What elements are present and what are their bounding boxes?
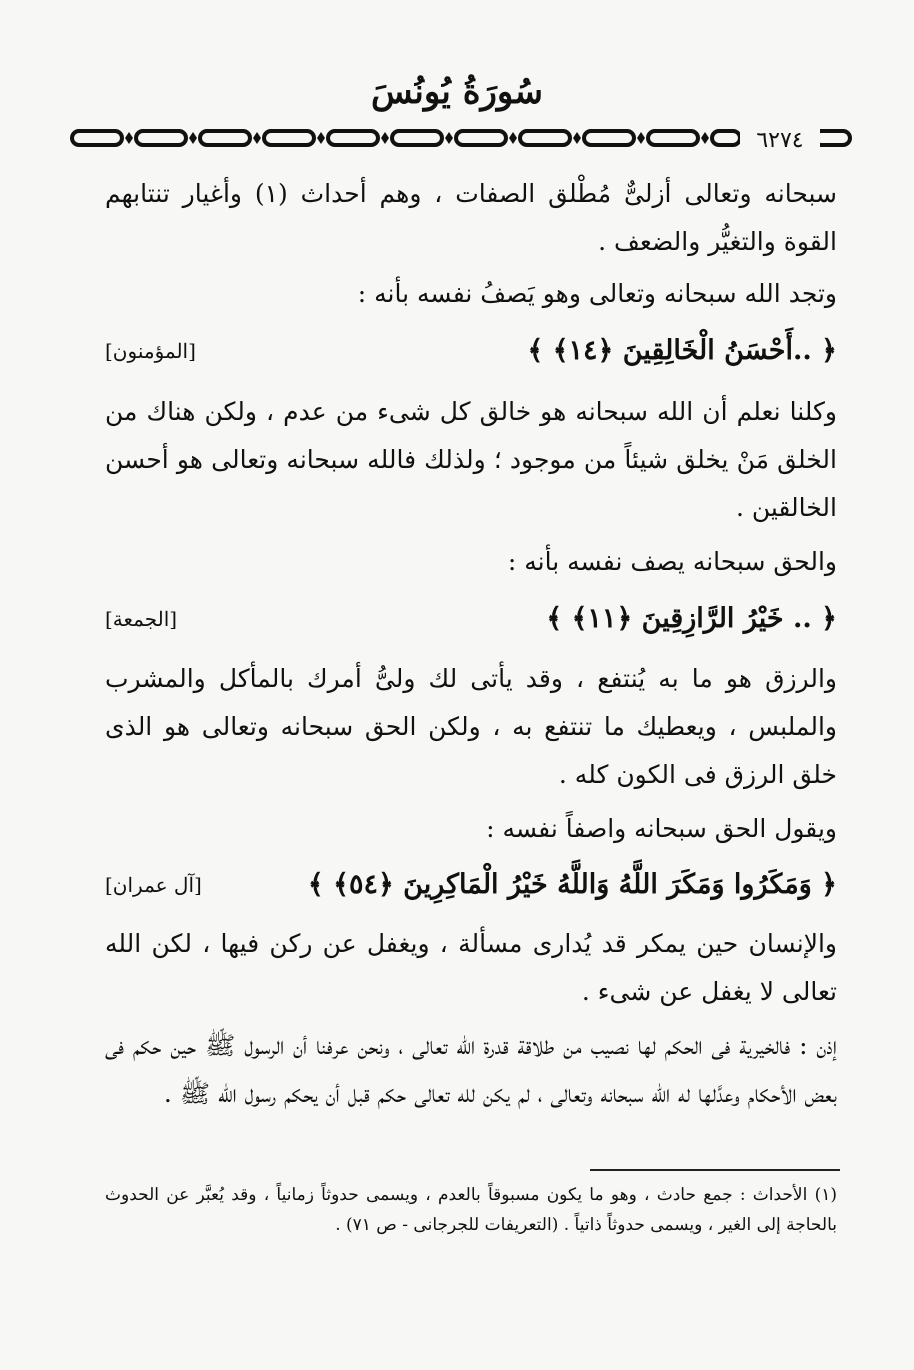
paragraph: وكلنا نعلم أن الله سبحانه هو خالق كل شىء من عدم ، ولكن هناك من الخلق مَنْ يخلق شيئاً من موجود ؛ ولذلك فالله سبحانه وتعالى هو أحسن الخالقين . [105,397,837,522]
paragraph: وتجد الله سبحانه وتعالى وهو يَصفُ نفسه بأنه : [357,279,837,308]
surah-reference: [آل عمران] [105,873,202,897]
surah-reference: [الجمعة] [105,607,178,631]
paragraph: والإنسان حين يمكر قد يُدارى مسألة ، ويغفل عن ركن فيها ، لكن الله تعالى لا يغفل عن شىء . [105,929,837,1006]
quran-verse-row [105,862,837,908]
surah-title: سُورَةُ يُونُسَ [371,72,543,112]
header-ornament-border [66,118,856,158]
surah-reference: [المؤمنون] [105,339,196,363]
footnote: (١) الأحداث : جمع حادث ، وهو ما يكون مسبوقاً بالعدم ، ويسمى حدوثاً زمانياً ، وقد يُعبَّر عن الحدوث بالحاجة إلى الغير ، ويسمى حدوثاً ذاتياً . (التعريفات للجرجانى - ص ٧١) . [105,1185,837,1235]
quran-verse-row [105,328,837,374]
paragraph: سبحانه وتعالى أزلىٌّ مُطْلق الصفات ، وهم أحداث (١) وأغيار تنتابهم القوة والتغيُّر والضعف . [105,179,837,256]
paragraph: ويقول الحق سبحانه واصفاً نفسه : [486,814,837,843]
footnote-separator [590,1169,840,1171]
paragraph: والرزق هو ما به يُنتفع ، وقد يأتى لك ولىُّ أمرك بالمأكل والمشرب والملبس ، ويعطيك ما تنتفع به ، ولكن الحق سبحانه وتعالى هو الذى خلق الرزق فى الكون كله . [105,664,837,789]
quran-verse: ﴿ .. خَيْرُ الرَّازِقِينَ ﴿١١﴾ ﴾ [546,603,837,634]
paragraph: والحق سبحانه يصف نفسه بأنه : [507,547,837,576]
quran-verse: ﴿ ..أَحْسَنُ الْخَالِقِينَ ﴿١٤﴾ ﴾ [527,335,837,366]
quran-verse: ﴿ وَمَكَرُوا وَمَكَرَ اللَّهُ وَاللَّهُ خَيْرُ الْمَاكِرِينَ ﴿٥٤﴾ ﴾ [307,869,837,900]
page-number: ٦٢٧٤ [740,126,820,156]
paragraph: إذن : فالخيرية فى الحكم لها نصيب من طلاقة قدرة الله تعالى ، ونحن عرفنا أن الرسول ﷺ حين حكم فى بعض الأحكام وعدَّلها له الله سبحانه وتعالى ، لم يكن لله تعالى حكم قبل أن يحكم رسول الله ﷺ . [105,1031,837,1108]
quran-verse-row [105,596,837,642]
